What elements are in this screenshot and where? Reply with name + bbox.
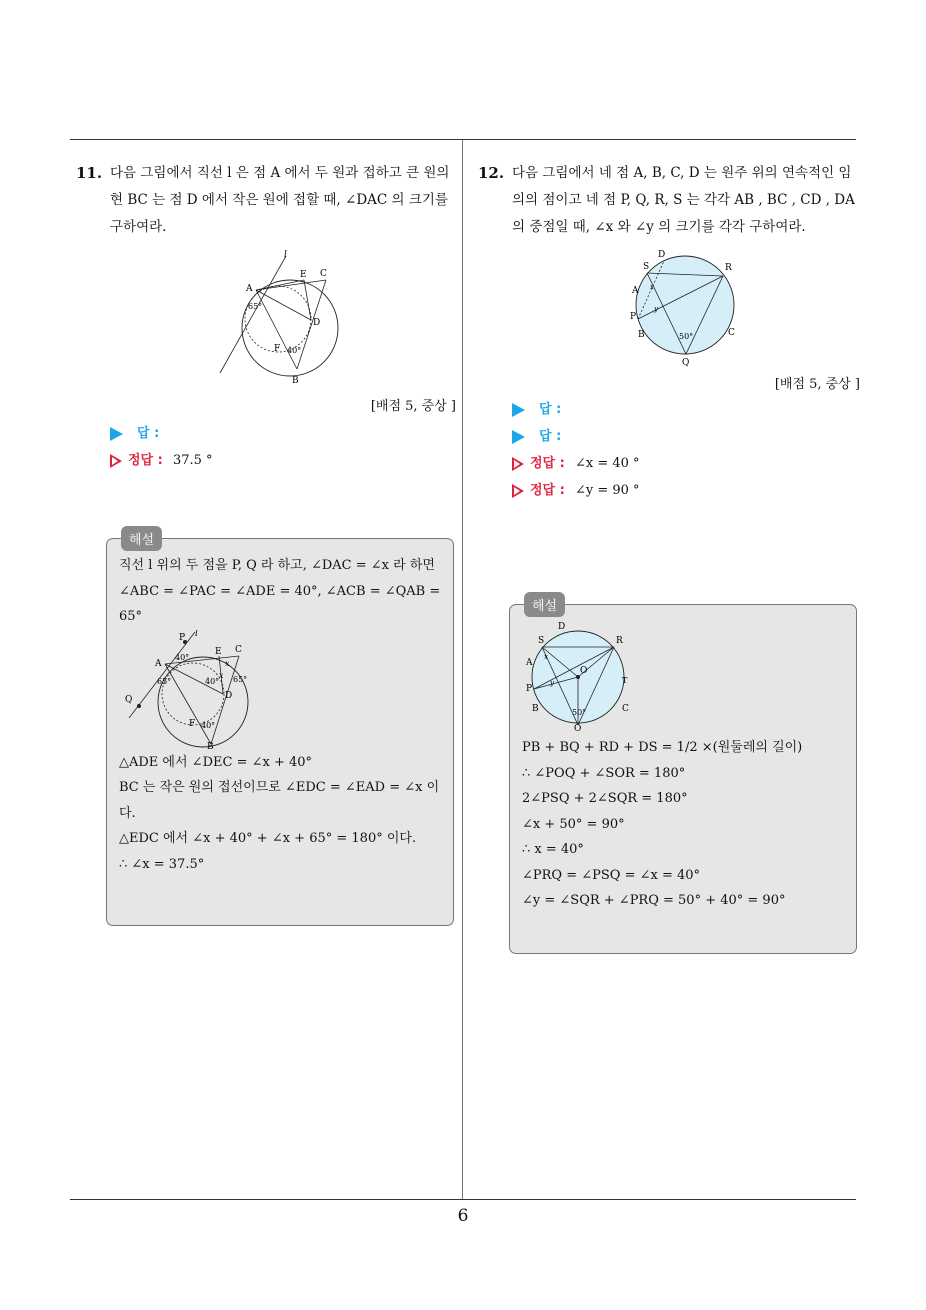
fig-label: E (300, 270, 307, 280)
answer-label: 답 : (539, 402, 562, 417)
solution-line: ∴ ∠x = 37.5° (119, 856, 205, 872)
correct-value: 37.5 ° (172, 453, 213, 468)
solution-line: ∠x + 50° = 90° (522, 816, 625, 832)
fig-label: l (195, 629, 198, 639)
solution-line: △EDC 에서 ∠x + 40° + ∠x + 65° = 180° 이다. (119, 831, 417, 846)
question-text: 다음 그림에서 네 점 A, B, C, D 는 원주 위의 연속적인 임의의 점이고 네 점 P, Q, R, S 는 각각 AB , BC , CD , DA 의 중점일 때, ∠x 와 ∠y 의 크기를 각각 구하여라. (512, 165, 855, 235)
fig-label: C (622, 704, 629, 714)
fig-label: C (728, 328, 735, 338)
fig-label: 50° (679, 332, 694, 341)
question-11-header (76, 160, 456, 241)
fig-label: x (219, 670, 224, 680)
fig-label: 50° (572, 708, 587, 717)
column-divider (462, 140, 463, 1200)
answer-row (110, 420, 456, 447)
fig-label: A (246, 284, 253, 294)
fig-label: A (632, 286, 639, 296)
solution-tag: 해설 (524, 592, 565, 617)
fig-label: 65° (233, 674, 248, 684)
q11-solution (107, 539, 453, 877)
solution-line: 2∠PSQ + 2∠SQR = 180° (522, 791, 688, 806)
fig-label: 65° (157, 676, 172, 686)
fig-label: B (638, 330, 645, 340)
correct-answer-row-2 (512, 477, 860, 504)
fig-label: R (725, 263, 732, 273)
solution-line: ∠PRQ = ∠PSQ = ∠x = 40° (522, 867, 701, 883)
fig-label: S (643, 262, 650, 272)
blue-triangle-icon (512, 403, 525, 417)
blue-triangle-icon (110, 427, 123, 441)
correct-value: ∠y = 90 ° (574, 483, 640, 498)
solution-line: △ADE 에서 ∠DEC = ∠x + 40° (119, 754, 313, 770)
fig-label: S (538, 636, 545, 646)
fig-label: x (650, 283, 654, 291)
q12-solution-box (509, 599, 857, 954)
question-number: 11. (76, 164, 103, 182)
fig-label: D (313, 318, 321, 328)
q12-solution-figure (522, 621, 842, 731)
correct-label: 정답 : (530, 483, 565, 498)
question-12 (478, 160, 860, 504)
fig-label: A (526, 658, 533, 668)
question-11-figure (76, 249, 456, 389)
fig-label: P (179, 632, 186, 643)
fig-label: B (532, 704, 539, 714)
solution-line: ∠ABC = ∠PAC = ∠ADE = 40°, ∠ACB = ∠QAB = 65° (119, 583, 441, 624)
fig-label: A (155, 658, 162, 669)
fig-label: E (215, 646, 222, 657)
fig-label: B (207, 741, 214, 750)
question-text: 다음 그림에서 직선 l 은 점 A 에서 두 원과 접하고 큰 원의 현 BC 는 점 D 에서 작은 원에 접할 때, ∠DAC 의 크기를 구하여라. (110, 165, 450, 235)
solution-tag: 해설 (121, 526, 162, 551)
q11-solution-box (106, 533, 454, 926)
question-12-header (478, 160, 860, 241)
question-number: 12. (478, 164, 505, 182)
fig-label: y (654, 305, 658, 313)
fig-label: l (284, 250, 287, 260)
fig-label: R (616, 636, 623, 646)
fig-label: D (225, 690, 233, 701)
fig-label: P (526, 684, 533, 694)
question-11 (76, 160, 456, 474)
solution-line: PB + BQ + RD + DS = 1/2 ×(원둘레의 길이) (522, 740, 803, 755)
fig-label: x (544, 653, 548, 661)
score-meta: [배점 5, 중상 ] (370, 399, 456, 414)
fig-label: y (550, 679, 554, 687)
fig-label: 65° (248, 302, 263, 311)
fig-label: Q (125, 694, 133, 705)
fig-label: B (292, 376, 299, 386)
correct-label: 정답 : (128, 453, 163, 468)
fig-label: F (274, 344, 281, 354)
fig-label: 40° (287, 346, 302, 355)
page-number: 6 (457, 1206, 469, 1226)
correct-answer-row (110, 447, 456, 474)
red-outline-triangle-icon (512, 484, 524, 498)
q11-solution-figure (119, 630, 439, 750)
fig-label: O (580, 666, 588, 676)
correct-answer-row-1 (512, 450, 860, 477)
solution-line: ∠y = ∠SQR + ∠PRQ = 50° + 40° = 90° (522, 893, 786, 908)
solution-line: BC 는 작은 원의 접선이므로 ∠EDC = ∠EAD = ∠x 이다. (119, 780, 440, 821)
solution-line: 직선 l 위의 두 점을 P, Q 라 하고, ∠DAC = ∠x 라 하면 (119, 558, 435, 573)
answer-label: 답 : (137, 426, 160, 441)
fig-label: D (658, 250, 666, 260)
solution-line: ∴ ∠POQ + ∠SOR = 180° (522, 765, 686, 781)
correct-label: 정답 : (530, 456, 565, 471)
answer-row-1 (512, 396, 860, 423)
fig-label: 40° (205, 676, 220, 686)
solution-line: ∴ x = 40° (522, 842, 584, 857)
answer-label: 답 : (539, 429, 562, 444)
fig-label: T (622, 676, 628, 685)
fig-label: C (320, 269, 327, 279)
answer-row-2 (512, 423, 860, 450)
q12-solution (510, 605, 856, 914)
fig-label: Q (682, 358, 690, 367)
fig-label: x (225, 658, 230, 668)
fig-label: D (558, 622, 566, 632)
red-outline-triangle-icon (110, 454, 122, 468)
fig-label: Q (574, 724, 582, 731)
top-rule (70, 139, 856, 140)
question-12-figure (478, 247, 860, 367)
score-meta: [배점 5, 중상 ] (774, 377, 860, 392)
fig-label: 40° (201, 720, 216, 730)
fig-label: P (630, 312, 637, 322)
fig-label: F (189, 718, 196, 729)
fig-label: C (235, 644, 242, 655)
red-outline-triangle-icon (512, 457, 524, 471)
bottom-rule (70, 1199, 856, 1200)
correct-value: ∠x = 40 ° (574, 456, 640, 471)
blue-triangle-icon (512, 430, 525, 444)
fig-label: 40° (175, 652, 190, 662)
